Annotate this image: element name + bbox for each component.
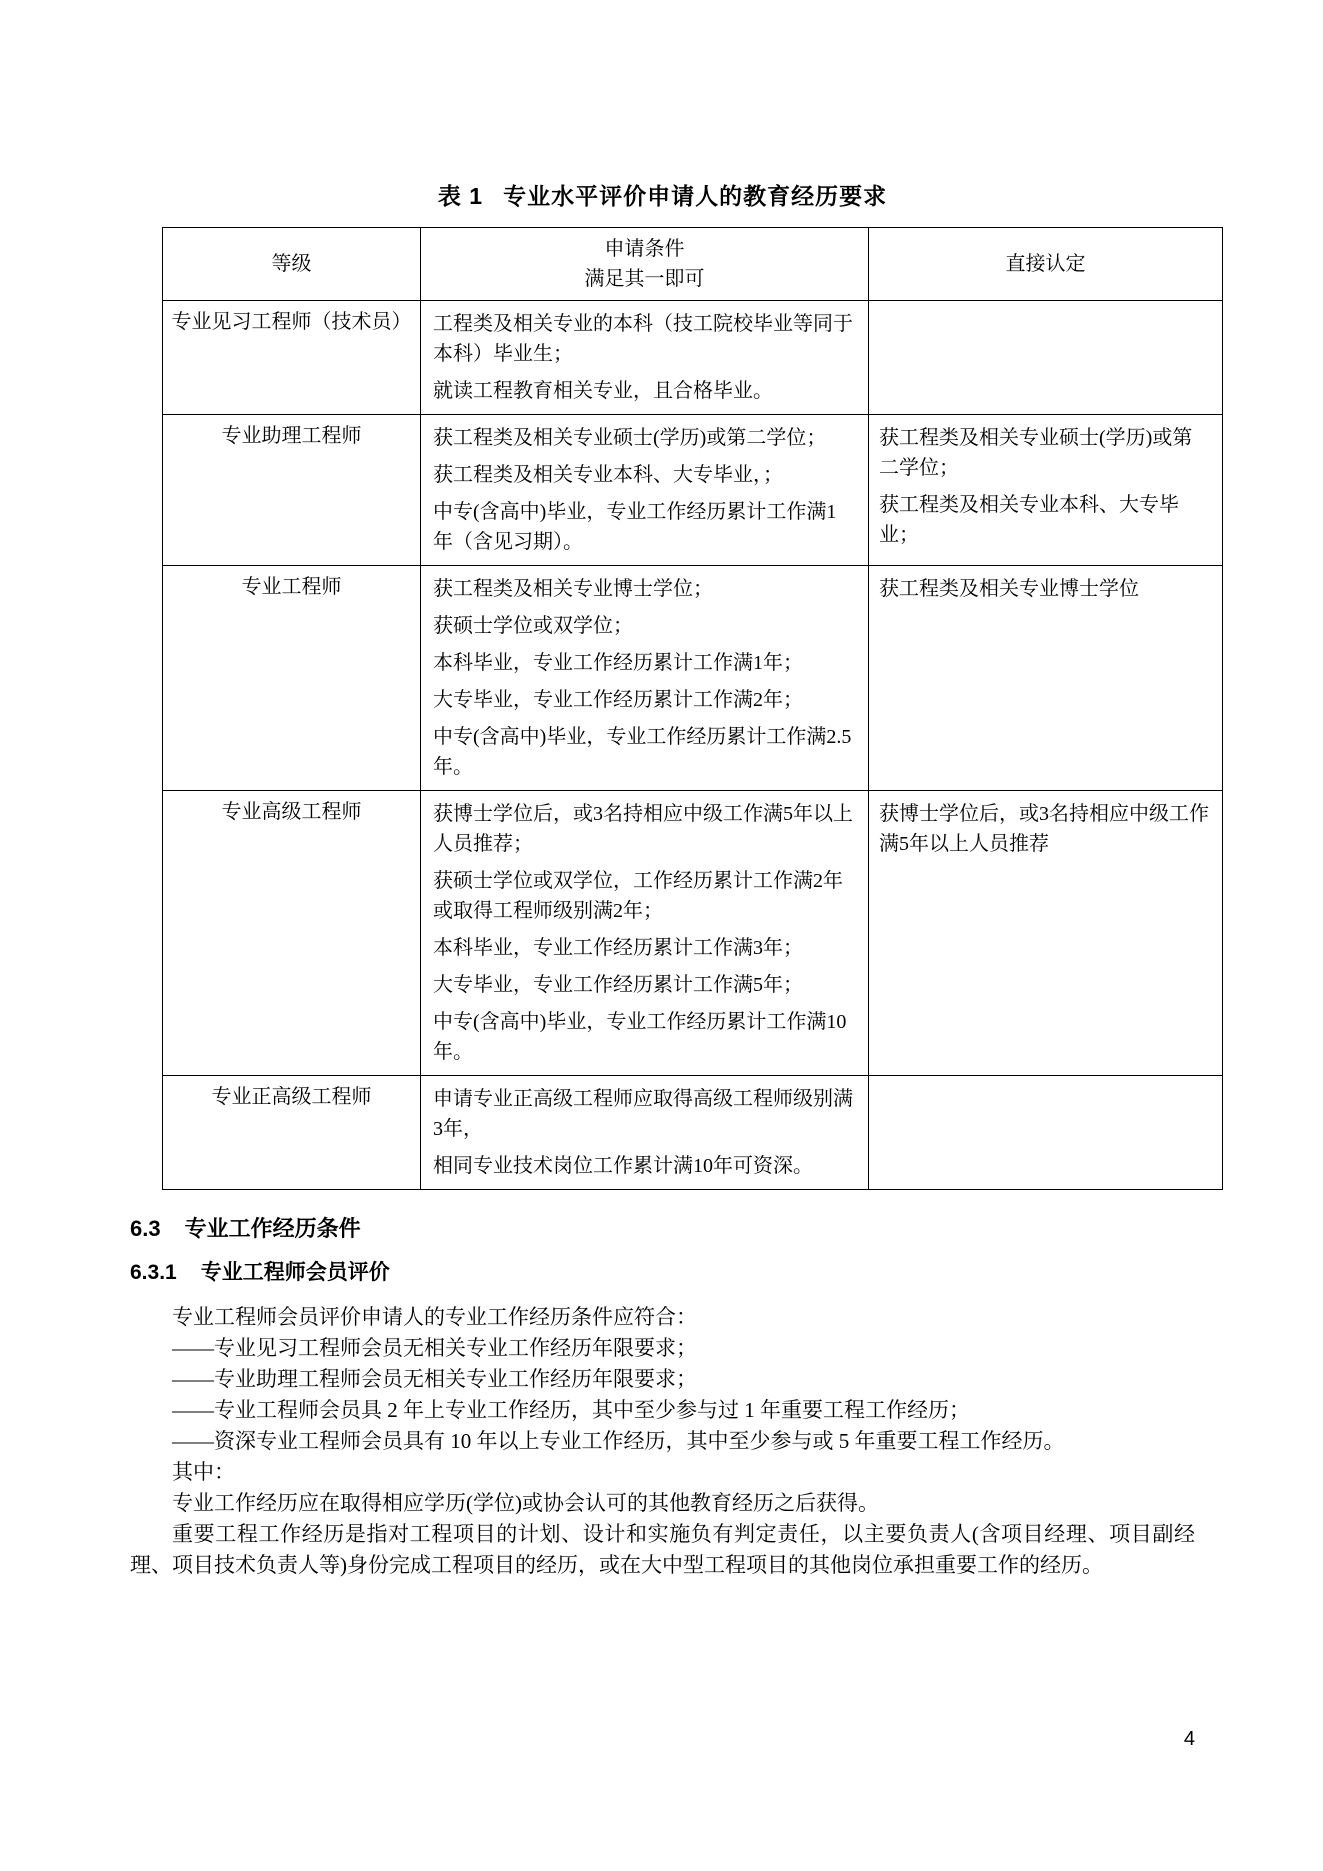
table-caption-title: 专业水平评价申请人的教育经历要求 <box>503 183 888 209</box>
direct-item: 获工程类及相关专业本科、大专毕业； <box>879 494 1179 546</box>
education-requirements-table <box>162 227 1223 1190</box>
condition-item: 相同专业技术岗位工作累计满10年可资深。 <box>433 1155 813 1177</box>
body-paragraph: ——专业工程师会员具 2 年上专业工作经历，其中至少参与过 1 年重要工程工作经历； <box>172 1398 970 1422</box>
condition-item: 就读工程教育相关专业，且合格毕业。 <box>433 380 773 402</box>
condition-item: 中专(含高中)毕业，专业工作经历累计工作满2.5年。 <box>433 726 852 778</box>
level-cell: 专业高级工程师 <box>163 791 421 1076</box>
section-heading-6-3-1 <box>130 1260 1195 1286</box>
condition-item: 申请专业正高级工程师应取得高级工程师级别满3年， <box>433 1088 853 1140</box>
condition-item: 获工程类及相关专业硕士(学历)或第二学位； <box>433 427 827 449</box>
direct-cell <box>869 791 1223 1076</box>
body-paragraph: 重要工程工作经历是指对工程项目的计划、设计和实施负有判定责任，以主要负责人(含项目经理、项目副经理、项目技术负责人等)身份完成工程项目的经历，或在大中型工程项目的其他岗位承担重要工作的经历。 <box>130 1522 1195 1577</box>
header-direct: 直接认定 <box>869 228 1223 301</box>
page-number: 4 <box>1183 1728 1195 1750</box>
condition-item: 获工程类及相关专业本科、大专毕业，； <box>433 464 783 486</box>
level-cell: 专业正高级工程师 <box>163 1076 421 1190</box>
condition-item: 获博士学位后，或3名持相应中级工作满5年以上人员推荐； <box>433 803 853 855</box>
body-paragraph: ——专业助理工程师会员无相关专业工作经历年限要求； <box>172 1367 697 1391</box>
table-caption-label: 表 1 <box>437 183 484 209</box>
condition-item: 中专(含高中)毕业，专业工作经历累计工作满10年。 <box>433 1011 847 1063</box>
condition-item: 获工程类及相关专业博士学位； <box>433 578 713 600</box>
direct-cell <box>869 415 1223 566</box>
section-heading-6-3 <box>130 1216 1195 1242</box>
table-header-row <box>163 228 1223 301</box>
section-title: 专业工作经历条件 <box>184 1216 361 1241</box>
table-row <box>163 301 1223 415</box>
section-number: 6.3.1 <box>130 1261 177 1284</box>
direct-cell <box>869 1076 1223 1190</box>
table-row <box>163 1076 1223 1190</box>
direct-cell <box>869 566 1223 791</box>
conditions-cell <box>421 566 869 791</box>
body-paragraph: 专业工作经历应在取得相应学历(学位)或协会认可的其他教育经历之后获得。 <box>172 1491 879 1515</box>
condition-item: 获硕士学位或双学位，工作经历累计工作满2年或取得工程师级别满2年； <box>433 870 843 922</box>
table-caption <box>130 178 1195 211</box>
header-conditions-line2: 满足其一即可 <box>584 268 705 290</box>
conditions-cell <box>421 1076 869 1190</box>
direct-item: 获博士学位后，或3名持相应中级工作满5年以上人员推荐 <box>879 803 1209 855</box>
header-conditions-line1: 申请条件 <box>604 238 685 260</box>
conditions-cell <box>421 301 869 415</box>
condition-item: 大专毕业，专业工作经历累计工作满5年； <box>433 974 803 996</box>
condition-item: 本科毕业，专业工作经历累计工作满1年； <box>433 652 803 674</box>
level-cell: 专业工程师 <box>163 566 421 791</box>
table-row <box>163 791 1223 1076</box>
table-row <box>163 566 1223 791</box>
section-number: 6.3 <box>130 1216 161 1241</box>
condition-item: 中专(含高中)毕业，专业工作经历累计工作满1年（含见习期）。 <box>433 501 837 553</box>
body-paragraph: ——资深专业工程师会员具有 10 年以上专业工作经历，其中至少参与或 5 年重要工程工作经历。 <box>172 1429 1065 1453</box>
condition-item: 本科毕业，专业工作经历累计工作满3年； <box>433 937 803 959</box>
direct-cell <box>869 301 1223 415</box>
condition-item: 工程类及相关专业的本科（技工院校毕业等同于本科）毕业生； <box>433 313 853 365</box>
header-conditions <box>421 228 869 301</box>
section-title: 专业工程师会员评价 <box>200 1261 390 1284</box>
body-paragraph: 其中： <box>172 1460 235 1484</box>
section-body <box>130 1302 1195 1581</box>
body-paragraph: 专业工程师会员评价申请人的专业工作经历条件应符合： <box>172 1305 697 1329</box>
conditions-cell <box>421 415 869 566</box>
direct-item: 获工程类及相关专业博士学位 <box>879 578 1139 600</box>
body-paragraph: ——专业见习工程师会员无相关专业工作经历年限要求； <box>172 1336 697 1360</box>
level-cell: 专业见习工程师（技术员） <box>163 301 421 415</box>
header-level: 等级 <box>163 228 421 301</box>
conditions-cell <box>421 791 869 1076</box>
direct-item: 获工程类及相关专业硕士(学历)或第二学位； <box>879 427 1193 479</box>
level-cell: 专业助理工程师 <box>163 415 421 566</box>
condition-item: 大专毕业，专业工作经历累计工作满2年； <box>433 689 803 711</box>
condition-item: 获硕士学位或双学位； <box>433 615 633 637</box>
table-row <box>163 415 1223 566</box>
